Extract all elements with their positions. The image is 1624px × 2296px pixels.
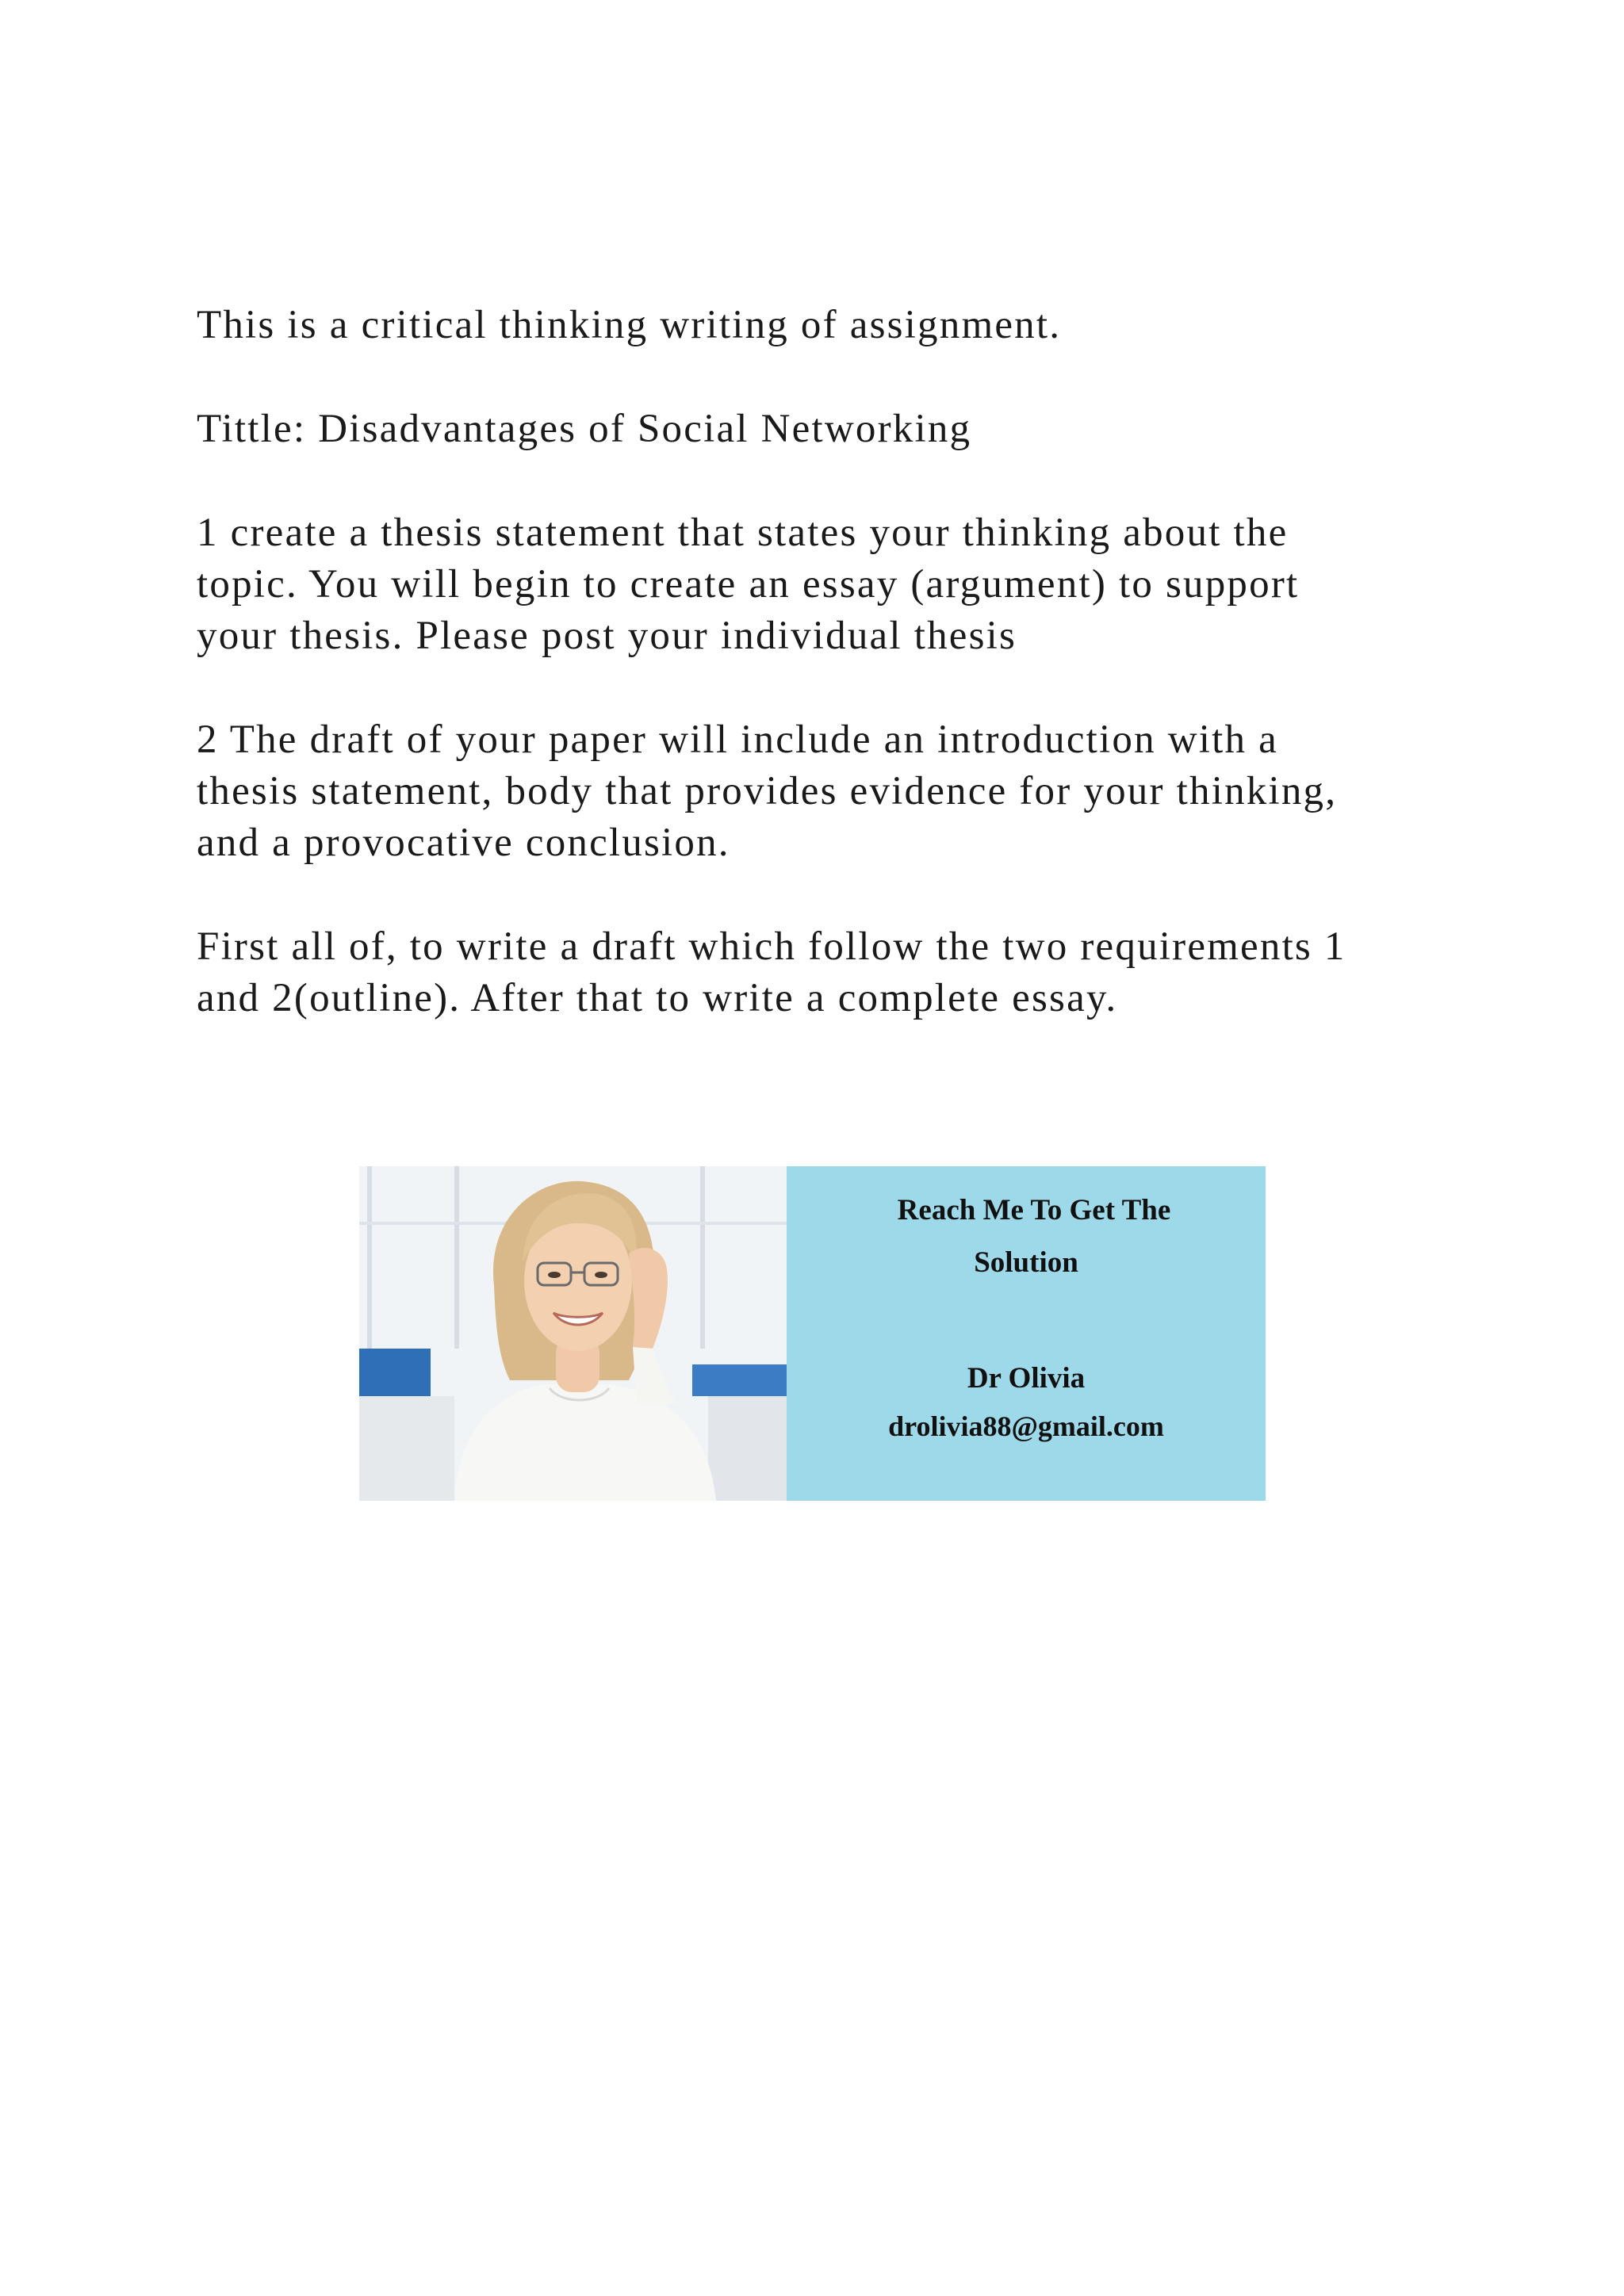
- text-line: your thesis. Please post your individual thesis: [197, 614, 1017, 658]
- requirement-2-paragraph: [197, 714, 1465, 869]
- text-line: topic. You will begin to create an essay (argument) to support: [197, 562, 1300, 607]
- text-line: 1 create a thesis statement that states your thinking about the: [197, 511, 1289, 555]
- text-line: Tittle: Disadvantages of Social Networking: [197, 407, 972, 451]
- contact-email: drolivia88@gmail.com: [888, 1410, 1164, 1442]
- contact-banner: [359, 1166, 1266, 1501]
- intro-paragraph: [197, 300, 1465, 351]
- text-line: 2 The draft of your paper will include an introduction with a: [197, 718, 1279, 762]
- woman-photo: [359, 1166, 787, 1501]
- instructions-paragraph: [197, 921, 1465, 1024]
- text-line: and a provocative conclusion.: [197, 821, 730, 865]
- text-line: and 2(outline). After that to write a complete essay.: [197, 976, 1118, 1020]
- woman-illustration: [359, 1166, 787, 1501]
- text-line: thesis statement, body that provides evidence for your thinking,: [197, 769, 1338, 813]
- text-line: First all of, to write a draft which follow the two requirements 1: [197, 924, 1346, 969]
- text-line: This is a critical thinking writing of assignment.: [197, 303, 1062, 347]
- contact-name: Dr Olivia: [967, 1362, 1086, 1395]
- banner-headline: Reach Me To Get The: [897, 1194, 1171, 1226]
- contact-info-panel: [787, 1166, 1266, 1501]
- requirement-1-paragraph: [197, 507, 1465, 662]
- banner-headline-continued: Solution: [974, 1246, 1078, 1279]
- title-paragraph: [197, 404, 1465, 455]
